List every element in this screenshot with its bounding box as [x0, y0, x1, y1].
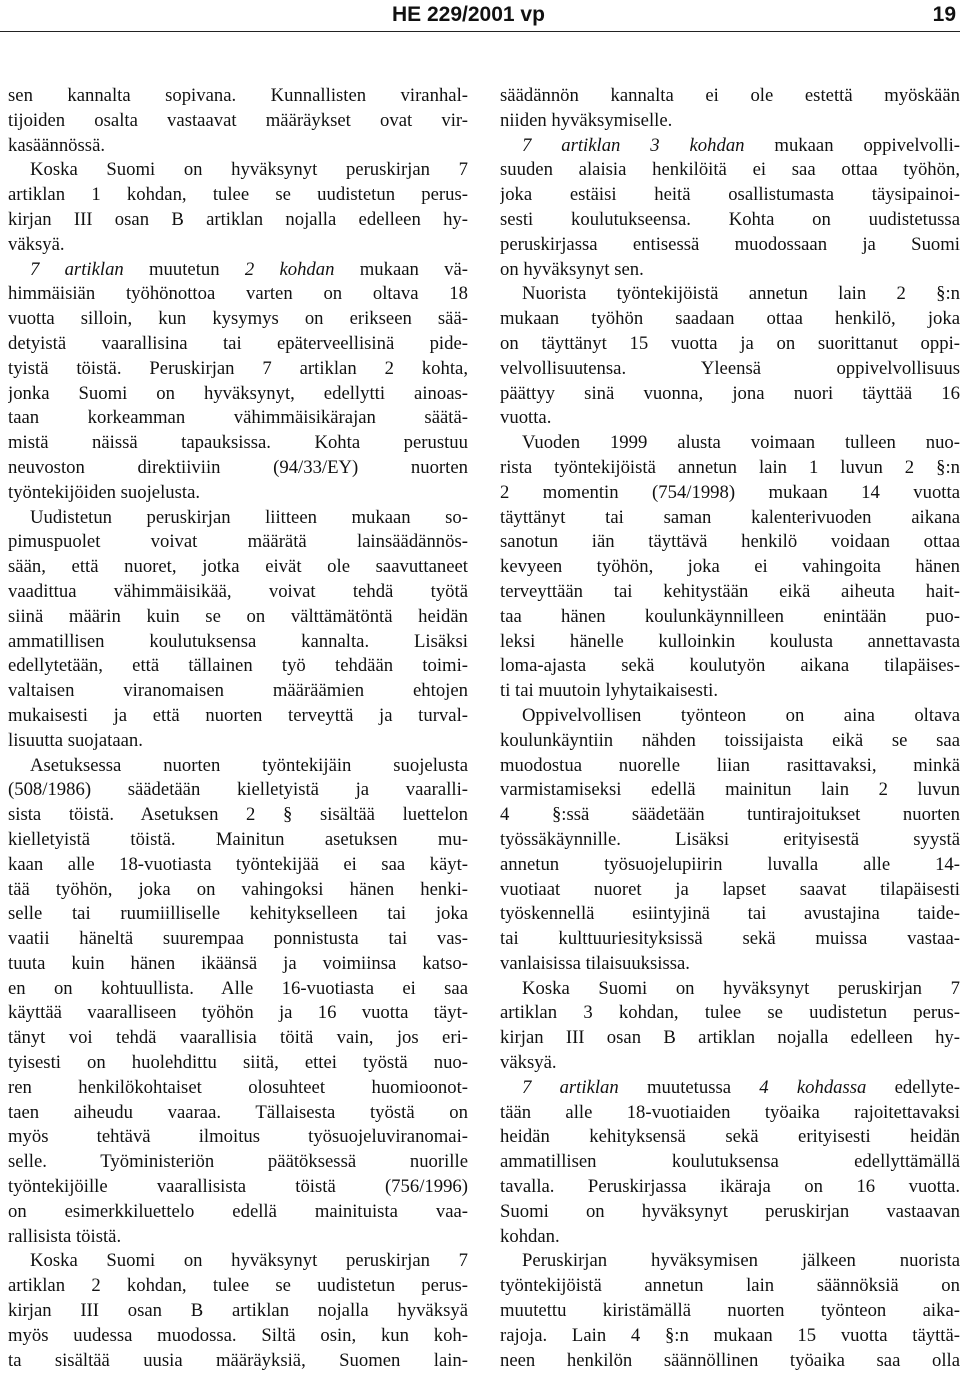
- text-segment: tavalla. Peruskirjassa ikäraja on 16 vuotta.: [500, 1176, 960, 1198]
- text-segment: suuden alaisia henkilöitä ei saa ottaa työhön,: [500, 159, 960, 181]
- text-line: [500, 679, 960, 704]
- italic-text: 7 artiklan: [30, 258, 124, 280]
- text-line: [8, 1001, 468, 1026]
- text-segment: kohdan.: [500, 1225, 560, 1247]
- text-line: [500, 84, 960, 109]
- text-line: [500, 977, 960, 1002]
- text-segment: väksyä.: [8, 233, 65, 255]
- text-line: [8, 1101, 468, 1126]
- text-line: [8, 630, 468, 655]
- text-line: [500, 530, 960, 555]
- text-line: [8, 1249, 468, 1274]
- text-segment: mukaan oppivelvolli-: [744, 134, 960, 156]
- text-segment: annetun työsuojelupiirin luvalla alle 14-: [500, 853, 960, 875]
- text-line: [500, 1249, 960, 1274]
- text-line: [500, 580, 960, 605]
- text-segment: työntekijöistä annetun lain säännöksiä on: [500, 1275, 960, 1297]
- text-line: [8, 853, 468, 878]
- text-segment: taa hänen koulunkäynnilleen enintään puo-: [500, 605, 960, 627]
- text-segment: Vuoden 1999 alusta voimaan tulleen nuo-: [522, 432, 960, 454]
- text-line: [500, 555, 960, 580]
- text-line: [8, 704, 468, 729]
- italic-text: 7 artiklan 3 kohdan: [522, 134, 745, 156]
- text-line: [500, 357, 960, 382]
- text-segment: mistä näissä tapauksissa. Kohta perustuu: [8, 432, 468, 454]
- text-segment: myös uudessa muodossa. Siltä osin, kun koh-: [8, 1324, 468, 1346]
- text-segment: päättyy sinä vuonna, jona nuori täyttää 16: [500, 382, 960, 404]
- text-line: [8, 729, 468, 754]
- text-segment: työntekijöille vaarallisista töistä (756/1996): [8, 1176, 468, 1198]
- text-line: [500, 927, 960, 952]
- text-segment: vaatii häneltä suurempaa ponnistusta tai vas-: [8, 928, 468, 950]
- text-line: [8, 406, 468, 431]
- text-segment: edellytetään, että tällainen työ tehdään toimi-: [8, 655, 468, 677]
- text-segment: koulunkäyntiin nähden toissijaista eikä se saa: [500, 729, 960, 751]
- text-segment: terveyttään tai kehitystään eikä aiheuta hait-: [500, 580, 960, 602]
- text-line: [8, 754, 468, 779]
- text-line: [8, 927, 468, 952]
- text-segment: täyttänyt tai saman kalenterivuoden aikana: [500, 506, 960, 528]
- text-segment: Koska Suomi on hyväksynyt peruskirjan 7: [522, 977, 960, 999]
- text-segment: taan korkeamman vähimmäisikärajan säätä-: [8, 407, 468, 429]
- text-segment: ta sisältää uusia määräyksiä, Suomen lain-: [8, 1349, 468, 1371]
- text-segment: lisuutta suojataan.: [8, 729, 143, 751]
- text-line: [500, 282, 960, 307]
- text-segment: työntekijöiden suojelusta.: [8, 481, 201, 503]
- text-line: [500, 1125, 960, 1150]
- text-segment: sanotun iän täyttävä henkilö voidaan ottaa: [500, 531, 960, 553]
- text-line: [500, 1200, 960, 1225]
- italic-text: 7 artiklan: [522, 1076, 619, 1098]
- text-line: [8, 878, 468, 903]
- text-line: [8, 1324, 468, 1349]
- text-line: [8, 1125, 468, 1150]
- text-line: [8, 183, 468, 208]
- text-segment: sään, että nuoret, jotka eivät ole saavuttaneet: [8, 556, 468, 578]
- text-segment: edellyte-: [866, 1076, 960, 1098]
- text-line: [500, 109, 960, 134]
- text-line: [8, 654, 468, 679]
- text-segment: (508/1986) säädetään kielletyistä ja vaaralli-: [8, 779, 468, 801]
- text-line: [8, 307, 468, 332]
- text-segment: loma-ajasta sekä koulutyön aikana tilapäises-: [500, 655, 960, 677]
- text-segment: tyistä töistä. Peruskirjan 7 artiklan 2 kohta,: [8, 357, 468, 379]
- text-line: [8, 1299, 468, 1324]
- text-line: [500, 1076, 960, 1101]
- text-segment: Uudistetun peruskirjan liitteen mukaan so-: [30, 506, 468, 528]
- text-segment: Peruskirjan hyväksymisen jälkeen nuorista: [522, 1250, 960, 1272]
- text-line: [8, 803, 468, 828]
- text-segment: varmistamiseksi edellä mainitun lain 2 luvun: [500, 779, 960, 801]
- text-segment: selle. Työministeriön päätöksessä nuorille: [8, 1151, 468, 1173]
- text-segment: kevyeen työhön, joka ei vahingoita hänen: [500, 556, 960, 578]
- text-segment: tuuta kuin hänen ikäänsä ja voimiinsa katso-: [8, 952, 468, 974]
- text-line: [500, 1051, 960, 1076]
- text-segment: vanlaisissa tilaisuuksissa.: [500, 952, 690, 974]
- text-line: [8, 530, 468, 555]
- text-segment: kirjan III osan B artiklan nojalla edelleen hy-: [500, 1027, 960, 1049]
- text-line: [500, 233, 960, 258]
- text-line: [500, 1001, 960, 1026]
- text-segment: kasäännössä.: [8, 134, 106, 156]
- text-segment: en on kohtuullista. Alle 16-vuotiasta ei saa: [8, 977, 468, 999]
- text-line: [8, 506, 468, 531]
- text-line: [500, 1175, 960, 1200]
- text-line: [500, 506, 960, 531]
- text-segment: väksyä.: [500, 1052, 557, 1074]
- text-segment: on täyttänyt 15 vuotta ja on suorittanut oppi-: [500, 332, 960, 354]
- text-segment: kaan alle 18-vuotiasta työntekijää ei saa käyt-: [8, 853, 468, 875]
- text-segment: muutetussa: [618, 1076, 760, 1098]
- text-segment: Oppivelvollisen työnteon on aina oltava: [522, 704, 960, 726]
- text-segment: neen henkilön säännöllinen työaika saa olla: [500, 1349, 960, 1371]
- text-segment: työskennellä esiintyjinä tai avustajina taide-: [500, 903, 960, 925]
- text-line: [500, 1274, 960, 1299]
- text-segment: on hyväksynyt sen.: [500, 258, 644, 280]
- left-text-column: [8, 84, 468, 1373]
- text-segment: ammatillisen koulutuksensa kannalta. Lisäksi: [8, 630, 468, 652]
- text-segment: 4 §:ssä säädetään tuntirajoitukset nuorten: [500, 804, 960, 826]
- text-line: [8, 282, 468, 307]
- text-line: [8, 778, 468, 803]
- text-line: [8, 1175, 468, 1200]
- text-line: [500, 754, 960, 779]
- text-line: [8, 679, 468, 704]
- text-segment: vaadittua vähimmäisikää, voivat tehdä työtä: [8, 580, 468, 602]
- text-line: [8, 1349, 468, 1374]
- text-line: [8, 1225, 468, 1250]
- text-line: [500, 1150, 960, 1175]
- text-segment: tää työhön, joka on vahingoksi hänen henki-: [8, 878, 468, 900]
- text-line: [500, 481, 960, 506]
- text-segment: selle tai ruumiilliselle kehitykselleen tai joka: [8, 903, 468, 925]
- text-line: [8, 952, 468, 977]
- text-segment: säädännön kannalta ei ole estettä myöskään: [500, 85, 960, 106]
- text-segment: mukaan vä-: [334, 258, 468, 280]
- text-line: [8, 158, 468, 183]
- text-segment: sista töistä. Asetuksen 2 § sisältää luettelon: [8, 804, 468, 826]
- document-identifier: HE 229/2001 vp: [392, 3, 545, 26]
- text-segment: vuotta silloin, kun kysymys on erikseen sää-: [8, 308, 468, 330]
- text-line: [8, 332, 468, 357]
- text-line: [500, 1349, 960, 1374]
- text-segment: työssäkäynnille. Lisäksi erityisestä syystä: [500, 828, 960, 850]
- text-segment: 2 momentin (754/1998) mukaan 14 vuotta: [500, 481, 960, 503]
- text-segment: vuotta.: [500, 407, 552, 429]
- text-segment: sesti koulutukseensa. Kohta on uudistetussa: [500, 208, 960, 230]
- text-segment: käyttää vaaralliseen työhön ja 16 vuotta täyt-: [8, 1002, 468, 1024]
- text-segment: tai kulttuuriesityksissä sekä muissa vastaa-: [500, 928, 960, 950]
- text-line: [8, 1026, 468, 1051]
- page-number: 19: [932, 3, 956, 26]
- text-line: [8, 109, 468, 134]
- text-segment: Asetuksessa nuorten työntekijäin suojelusta: [30, 754, 468, 776]
- text-segment: kirjan III osan B artiklan nojalla edelleen hy-: [8, 208, 468, 230]
- text-segment: mukaan työhön saadaan ottaa henkilö, joka: [500, 308, 960, 330]
- text-segment: on esimerkkiluettelo edellä mainituista vaa-: [8, 1200, 468, 1222]
- italic-text: 2 kohdan: [244, 258, 335, 280]
- text-line: [8, 134, 468, 159]
- text-segment: rallisista töistä.: [8, 1225, 122, 1247]
- text-segment: joka estäisi heitä osallistumasta täysipainoi-: [500, 184, 960, 206]
- text-line: [8, 580, 468, 605]
- text-line: [8, 555, 468, 580]
- text-line: [8, 1274, 468, 1299]
- text-line: [500, 902, 960, 927]
- text-line: [500, 456, 960, 481]
- text-line: [8, 605, 468, 630]
- text-line: [500, 258, 960, 283]
- text-line: [8, 902, 468, 927]
- text-line: [8, 1200, 468, 1225]
- text-segment: tään alle 18-vuotiaiden työaika rajoitettavaksi: [500, 1101, 960, 1123]
- text-line: [500, 158, 960, 183]
- text-line: [500, 134, 960, 159]
- text-segment: ren henkilökohtaiset olosuhteet huomioonot-: [8, 1076, 468, 1098]
- text-line: [500, 878, 960, 903]
- text-line: [8, 208, 468, 233]
- text-segment: taen aiheudu vaaraa. Tällaisesta työstä on: [8, 1101, 468, 1123]
- text-line: [500, 431, 960, 456]
- text-line: [500, 307, 960, 332]
- text-line: [8, 84, 468, 109]
- text-segment: ammatillisen koulutuksensa edellyttämällä: [500, 1151, 960, 1173]
- text-line: [8, 977, 468, 1002]
- text-segment: tyisesti on huolehdittu siitä, ettei työstä nuo-: [8, 1052, 468, 1074]
- text-segment: rista työntekijöistä annetun lain 1 luvun 2 §:n: [500, 456, 960, 478]
- text-segment: pimuspuolet voivat määrätä lainsäädännös-: [8, 531, 468, 553]
- text-segment: vuotiaat nuoret ja lapset saavat tilapäisesti: [500, 878, 960, 900]
- text-line: [500, 1225, 960, 1250]
- text-segment: artiklan 1 kohdan, tulee se uudistetun perus-: [8, 184, 468, 206]
- text-segment: heidän kehityksensä sekä erityisesti heidän: [500, 1126, 960, 1148]
- text-line: [500, 605, 960, 630]
- text-line: [8, 258, 468, 283]
- text-segment: muutettu kiristämällä nuorten työnteon aika-: [500, 1300, 960, 1322]
- text-line: [500, 729, 960, 754]
- text-segment: muutetun: [123, 258, 245, 280]
- text-line: [500, 630, 960, 655]
- text-segment: peruskirjassa entisessä muodossaan ja Suomi: [500, 233, 960, 255]
- text-line: [8, 828, 468, 853]
- text-line: [8, 456, 468, 481]
- header-rule: [0, 31, 960, 32]
- text-segment: muodostua nuorelle liian rasittavaksi, minkä: [500, 754, 960, 776]
- text-segment: detyistä vaarallisina tai epäterveellisinä pide-: [8, 332, 468, 354]
- text-line: [500, 778, 960, 803]
- text-line: [8, 357, 468, 382]
- text-segment: niiden hyväksymiselle.: [500, 109, 673, 131]
- text-line: [8, 481, 468, 506]
- text-segment: artiklan 2 kohdan, tulee se uudistetun perus-: [8, 1275, 468, 1297]
- text-segment: tijoiden osalta vastaavat määräykset ovat vir-: [8, 109, 468, 131]
- text-line: [500, 828, 960, 853]
- text-segment: ti tai muutoin lyhytaikaisesti.: [500, 680, 718, 702]
- text-line: [8, 1150, 468, 1175]
- text-segment: artiklan 3 kohdan, tulee se uudistetun perus-: [500, 1002, 960, 1024]
- text-line: [8, 1076, 468, 1101]
- text-line: [8, 382, 468, 407]
- text-segment: rajoja. Lain 4 §:n mukaan 15 vuotta täyttä-: [500, 1324, 960, 1346]
- text-segment: neuvoston direktiiviin (94/33/EY) nuorten: [8, 456, 468, 478]
- text-line: [8, 233, 468, 258]
- text-segment: valtaisen viranomaisen määräämien ehtojen: [8, 680, 468, 702]
- text-line: [500, 1026, 960, 1051]
- text-segment: Suomi on hyväksynyt peruskirjan vastaavan: [500, 1200, 960, 1222]
- text-line: [8, 431, 468, 456]
- text-segment: siinä määrin kuin se on välttämätöntä heidän: [8, 605, 468, 627]
- text-segment: kirjan III osan B artiklan nojalla hyväksyä: [8, 1300, 468, 1322]
- text-line: [8, 1051, 468, 1076]
- text-segment: himmäisiän työhönottoa varten on oltava 18: [8, 283, 468, 305]
- text-segment: leksi hänelle kulloinkin koulusta annettavasta: [500, 630, 960, 652]
- text-line: [500, 406, 960, 431]
- text-segment: velvollisuutensa. Yleensä oppivelvollisuus: [500, 357, 960, 379]
- text-line: [500, 1324, 960, 1349]
- text-line: [500, 803, 960, 828]
- right-text-column: [500, 84, 960, 1373]
- italic-text: 4 kohdassa: [759, 1076, 867, 1098]
- text-line: [500, 704, 960, 729]
- text-segment: mukaisesti ja että nuorten terveyttä ja turval-: [8, 704, 468, 726]
- text-segment: myös tehtävä ilmoitus työsuojeluviranomai-: [8, 1126, 468, 1148]
- text-segment: kielletyistä töistä. Mainitun asetuksen mu-: [8, 828, 468, 850]
- text-segment: Koska Suomi on hyväksynyt peruskirjan 7: [30, 1250, 468, 1272]
- text-segment: jonka Suomi on hyväksynyt, edellytti ainoas-: [8, 382, 468, 404]
- text-line: [500, 1299, 960, 1324]
- text-line: [500, 208, 960, 233]
- text-line: [500, 1101, 960, 1126]
- text-segment: Nuorista työntekijöistä annetun lain 2 §:n: [522, 283, 960, 305]
- text-segment: tänyt voi tehdä vaarallisia töitä vain, jos eri-: [8, 1027, 468, 1049]
- text-line: [500, 853, 960, 878]
- text-line: [500, 654, 960, 679]
- text-segment: sen kannalta sopivana. Kunnallisten viranhal-: [8, 85, 468, 106]
- page-header: [0, 0, 960, 34]
- text-line: [500, 952, 960, 977]
- text-line: [500, 183, 960, 208]
- text-line: [500, 332, 960, 357]
- text-segment: Koska Suomi on hyväksynyt peruskirjan 7: [30, 159, 468, 181]
- text-line: [500, 382, 960, 407]
